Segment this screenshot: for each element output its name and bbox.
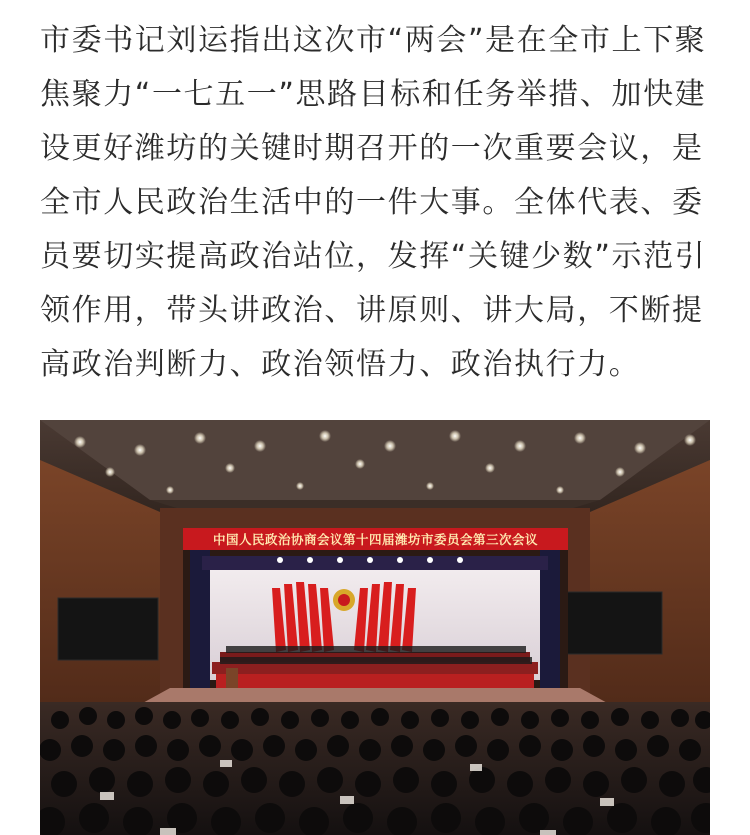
paragraph-line: 市委书记刘运指出这次市“两会”是在全市上下聚 <box>40 23 707 58</box>
paragraph-line: 领作用，带头讲政治、讲原则、讲大局，不断提 <box>40 293 704 328</box>
conference-hall-illustration <box>40 420 710 835</box>
paragraph-line: 高政治判断力、政治领悟力、政治执行力。 <box>40 347 641 382</box>
paragraph-line: 全市人民政治生活中的一件大事。全体代表、委 <box>40 185 704 220</box>
paragraph-line: 焦聚力“一七五一”思路目标和任务举措、加快建 <box>40 77 707 112</box>
article-paragraph <box>40 14 712 392</box>
meeting-photo <box>40 420 710 835</box>
paragraph-line: 设更好潍坊的关键时期召开的一次重要会议，是 <box>40 131 704 166</box>
paragraph-line: 员要切实提高政治站位，发挥“关键少数”示范引 <box>40 239 707 274</box>
banner-text: 中国人民政治协商会议第十四届潍坊市委员会第三次会议 <box>212 532 539 547</box>
